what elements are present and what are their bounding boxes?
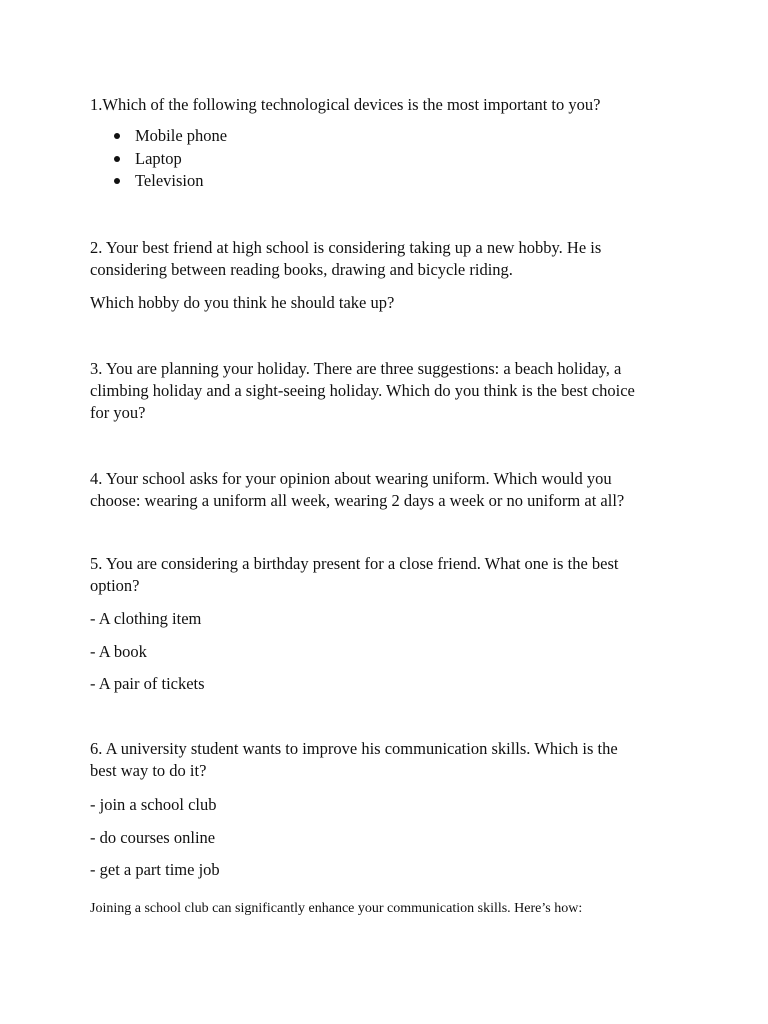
bullet-icon [114,133,120,139]
question-5-line-2: option? [90,576,140,595]
option-label: Television [135,171,204,190]
question-3-line-2: climbing holiday and a sight-seeing holiday. Which do you think is the best choice [90,381,635,400]
question-3-line-3: for you? [90,403,146,422]
question-2-question: Which hobby do you think he should take up? [90,293,395,312]
option-label: Mobile phone [135,126,228,145]
list-item [90,148,490,171]
option-label: Laptop [135,148,182,168]
question-4-line-2: choose: wearing a uniform all week, wearing 2 days a week or no uniform at all? [90,491,625,510]
question-5-option-1: - A clothing item [90,609,202,628]
question-1-text: 1.Which of the following technological devices is the most important to you? [90,95,601,114]
question-2-line-2: considering between reading books, drawing and bicycle riding. [90,260,513,279]
question-6-option-1: - join a school club [90,795,217,814]
question-4-line-1: 4. Your school asks for your opinion about wearing uniform. Which would you [90,469,612,488]
question-3-line-1: 3. You are planning your holiday. There are three suggestions: a beach holiday, a [90,359,622,378]
question-6-option-2: - do courses online [90,828,216,847]
question-5-option-3: - A pair of tickets [90,674,205,693]
bullet-icon [114,156,120,162]
answer-intro: Joining a school club can significantly enhance your communication skills. Here’s how: [90,901,583,916]
question-5-option-2: - A book [90,642,147,661]
question-1-options [90,125,490,193]
question-6-line-1: 6. A university student wants to improve his communication skills. Which is the [90,739,618,758]
question-6-line-2: best way to do it? [90,761,207,780]
question-5-line-1: 5. You are considering a birthday present for a close friend. What one is the best [90,554,619,573]
list-item [90,125,490,148]
list-item [90,170,490,193]
question-6-option-3: - get a part time job [90,860,220,879]
question-2-line-1: 2. Your best friend at high school is considering taking up a new hobby. He is [90,238,602,257]
bullet-icon [114,178,120,184]
